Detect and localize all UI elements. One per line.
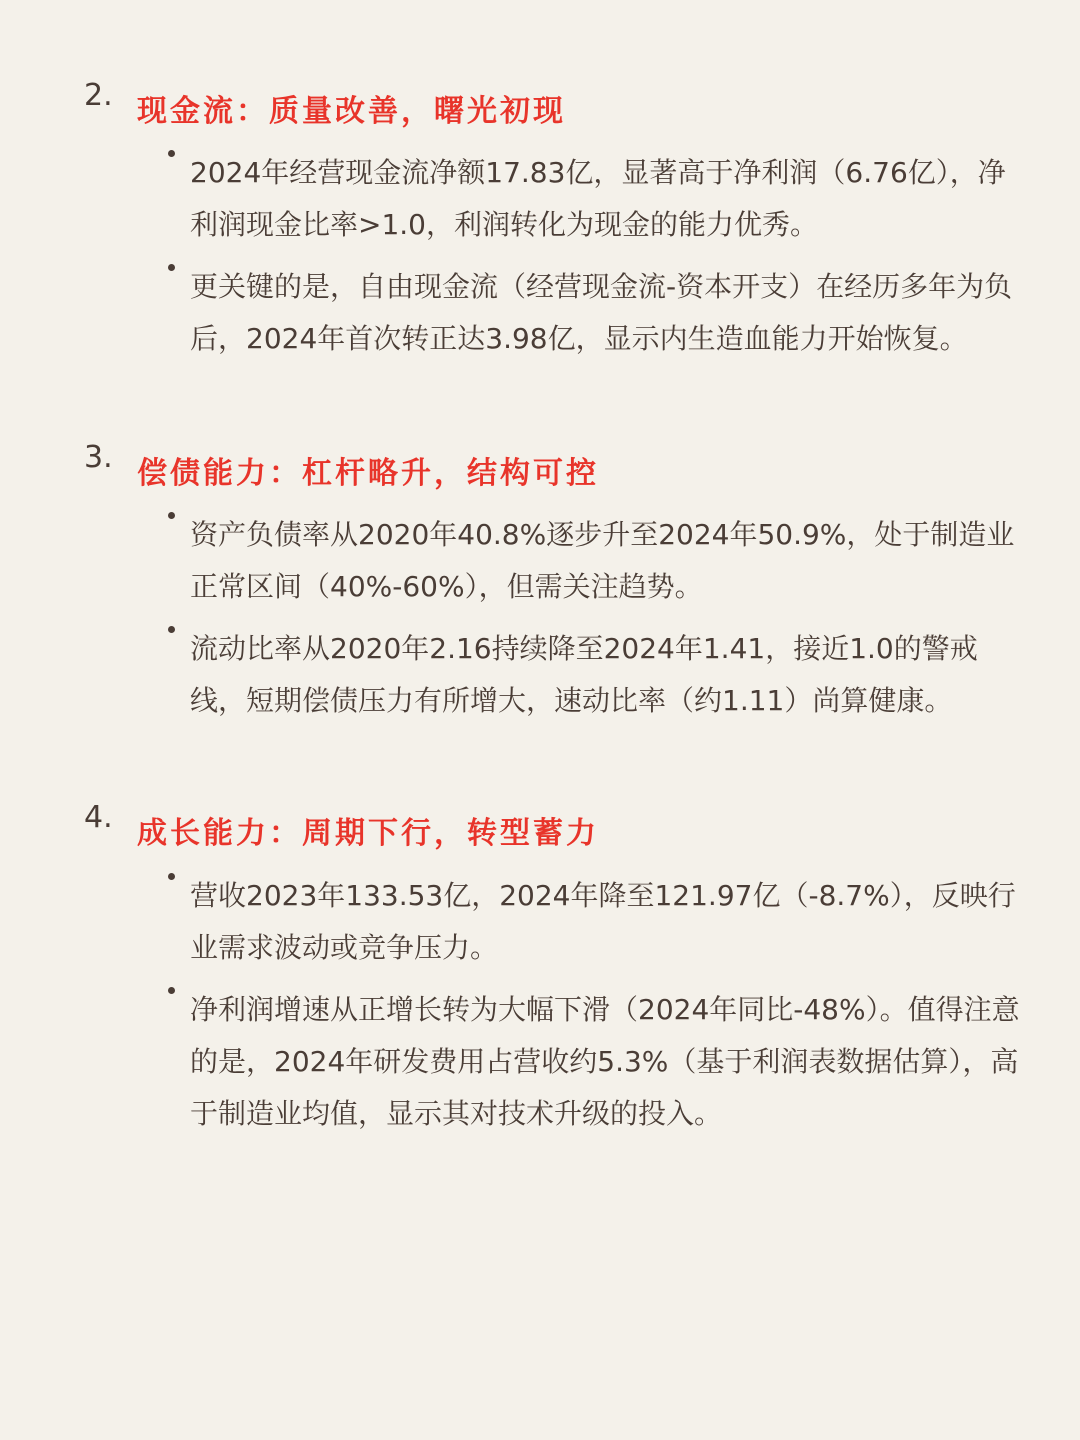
section-title: 成长能力：周期下行，转型蓄力 [137, 816, 599, 851]
bullet-dot-icon [168, 150, 175, 157]
bullet-dot-icon [168, 873, 175, 880]
bullet-text: 2024年经营现金流净额17.83亿，显著高于净利润（6.76亿），净利润现金比率>1.0，利润转化为现金的能力优秀。 [190, 156, 1006, 241]
section-title: 现金流：质量改善，曙光初现 [137, 94, 566, 129]
bullet-text: 资产负债率从2020年40.8%逐步升至2024年50.9%，处于制造业正常区间（40%-60%），但需关注趋势。 [190, 518, 1015, 603]
bullet-dot-icon [168, 512, 175, 519]
bullet-dot-icon [168, 626, 175, 633]
bullet-text: 净利润增速从正增长转为大幅下滑（2024年同比-48%）。值得注意的是，2024年研发费用占营收约5.3%（基于利润表数据估算），高于制造业均值，显示其对技术升级的投入。 [190, 993, 1020, 1130]
bullet-text: 流动比率从2020年2.16持续降至2024年1.41，接近1.0的警戒线，短期偿债压力有所增大，速动比率（约1.11）尚算健康。 [190, 632, 978, 717]
bullet-text: 营收2023年133.53亿，2024年降至121.97亿（-8.7%），反映行业需求波动或竞争压力。 [190, 879, 1016, 964]
bullet-dot-icon [168, 264, 175, 271]
section-number: 3. [84, 440, 113, 475]
section-number: 2. [84, 78, 113, 113]
section-title: 偿债能力：杠杆略升，结构可控 [137, 456, 599, 491]
bullet-dot-icon [168, 987, 175, 994]
section-number: 4. [84, 800, 113, 835]
bullet-text: 更关键的是，自由现金流（经营现金流-资本开支）在经历多年为负后，2024年首次转正达3.98亿，显示内生造血能力开始恢复。 [190, 270, 1013, 355]
